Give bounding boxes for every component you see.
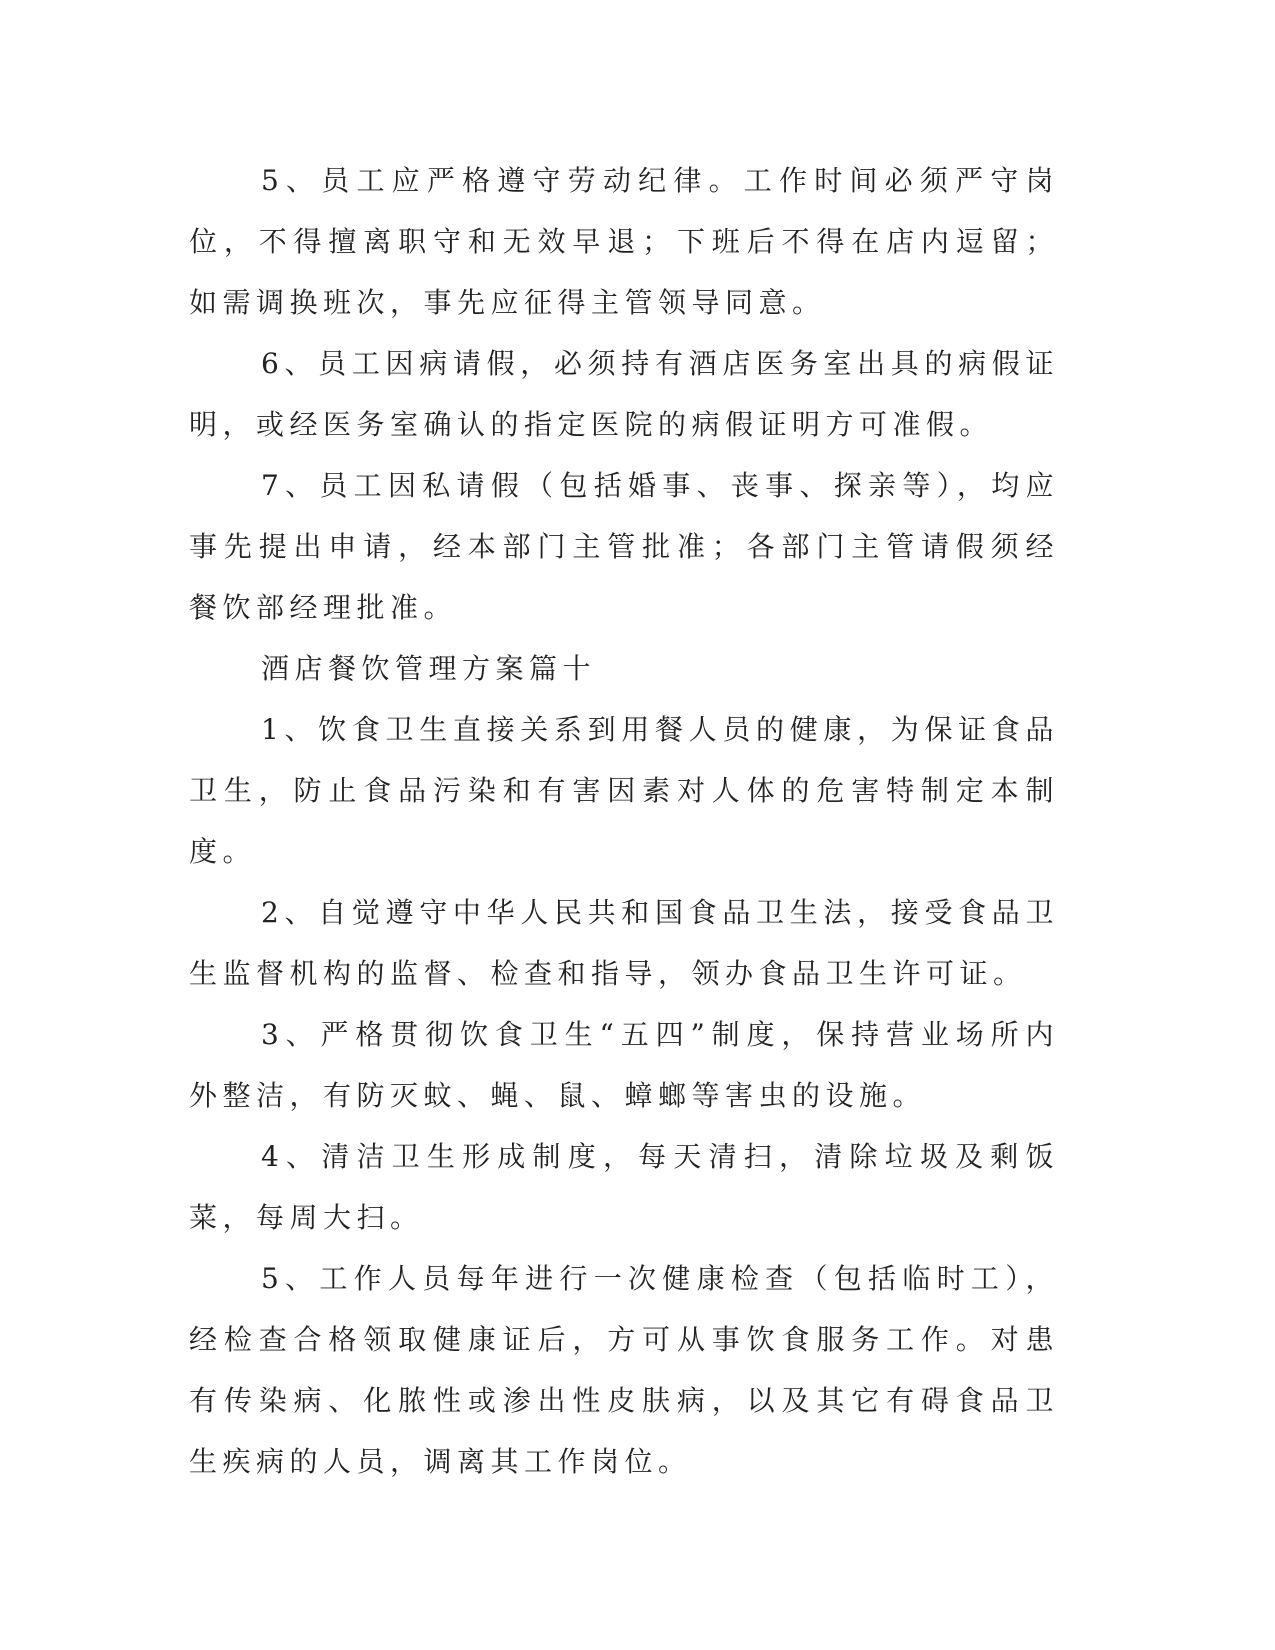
paragraph-rule-6-sick-leave: 6、员工因病请假，必须持有酒店医务室出具的病假证明，或经医务室确认的指定医院的病假证明方可准假。 (189, 347, 1059, 441)
paragraph-hygiene-4: 4、清洁卫生形成制度，每天清扫，清除垃圾及剩饭菜，每周大扫。 (189, 1140, 1059, 1234)
paragraph-rule-5-discipline: 5、员工应严格遵守劳动纪律。工作时间必须严守岗位，不得擅离职守和无效早退；下班后不得在店内逗留；如需调换班次，事先应征得主管领导同意。 (189, 164, 1059, 319)
section-heading: 酒店餐饮管理方案篇十 (261, 652, 597, 685)
paragraph-hygiene-1: 1、饮食卫生直接关系到用餐人员的健康，为保证食品卫生，防止食品污染和有害因素对人体的危害特制定本制度。 (189, 713, 1059, 868)
paragraph-hygiene-2: 2、自觉遵守中华人民共和国食品卫生法，接受食品卫生监督机构的监督、检查和指导，领办食品卫生许可证。 (189, 896, 1059, 990)
paragraph-hygiene-5: 5、工作人员每年进行一次健康检查（包括临时工），经检查合格领取健康证后，方可从事饮食服务工作。对患有传染病、化脓性或渗出性皮肤病，以及其它有碍食品卫生疾病的人员，调离其工作岗位。 (189, 1262, 1059, 1478)
paragraph-hygiene-3: 3、严格贯彻饮食卫生“五四”制度，保持营业场所内外整洁，有防灭蚊、蝇、鼠、蟑螂等害虫的设施。 (189, 1018, 1059, 1112)
document-page (189, 150, 1059, 1492)
paragraph-rule-7-personal-leave: 7、员工因私请假（包括婚事、丧事、探亲等），均应事先提出申请，经本部门主管批准；各部门主管请假须经餐饮部经理批准。 (189, 469, 1059, 624)
